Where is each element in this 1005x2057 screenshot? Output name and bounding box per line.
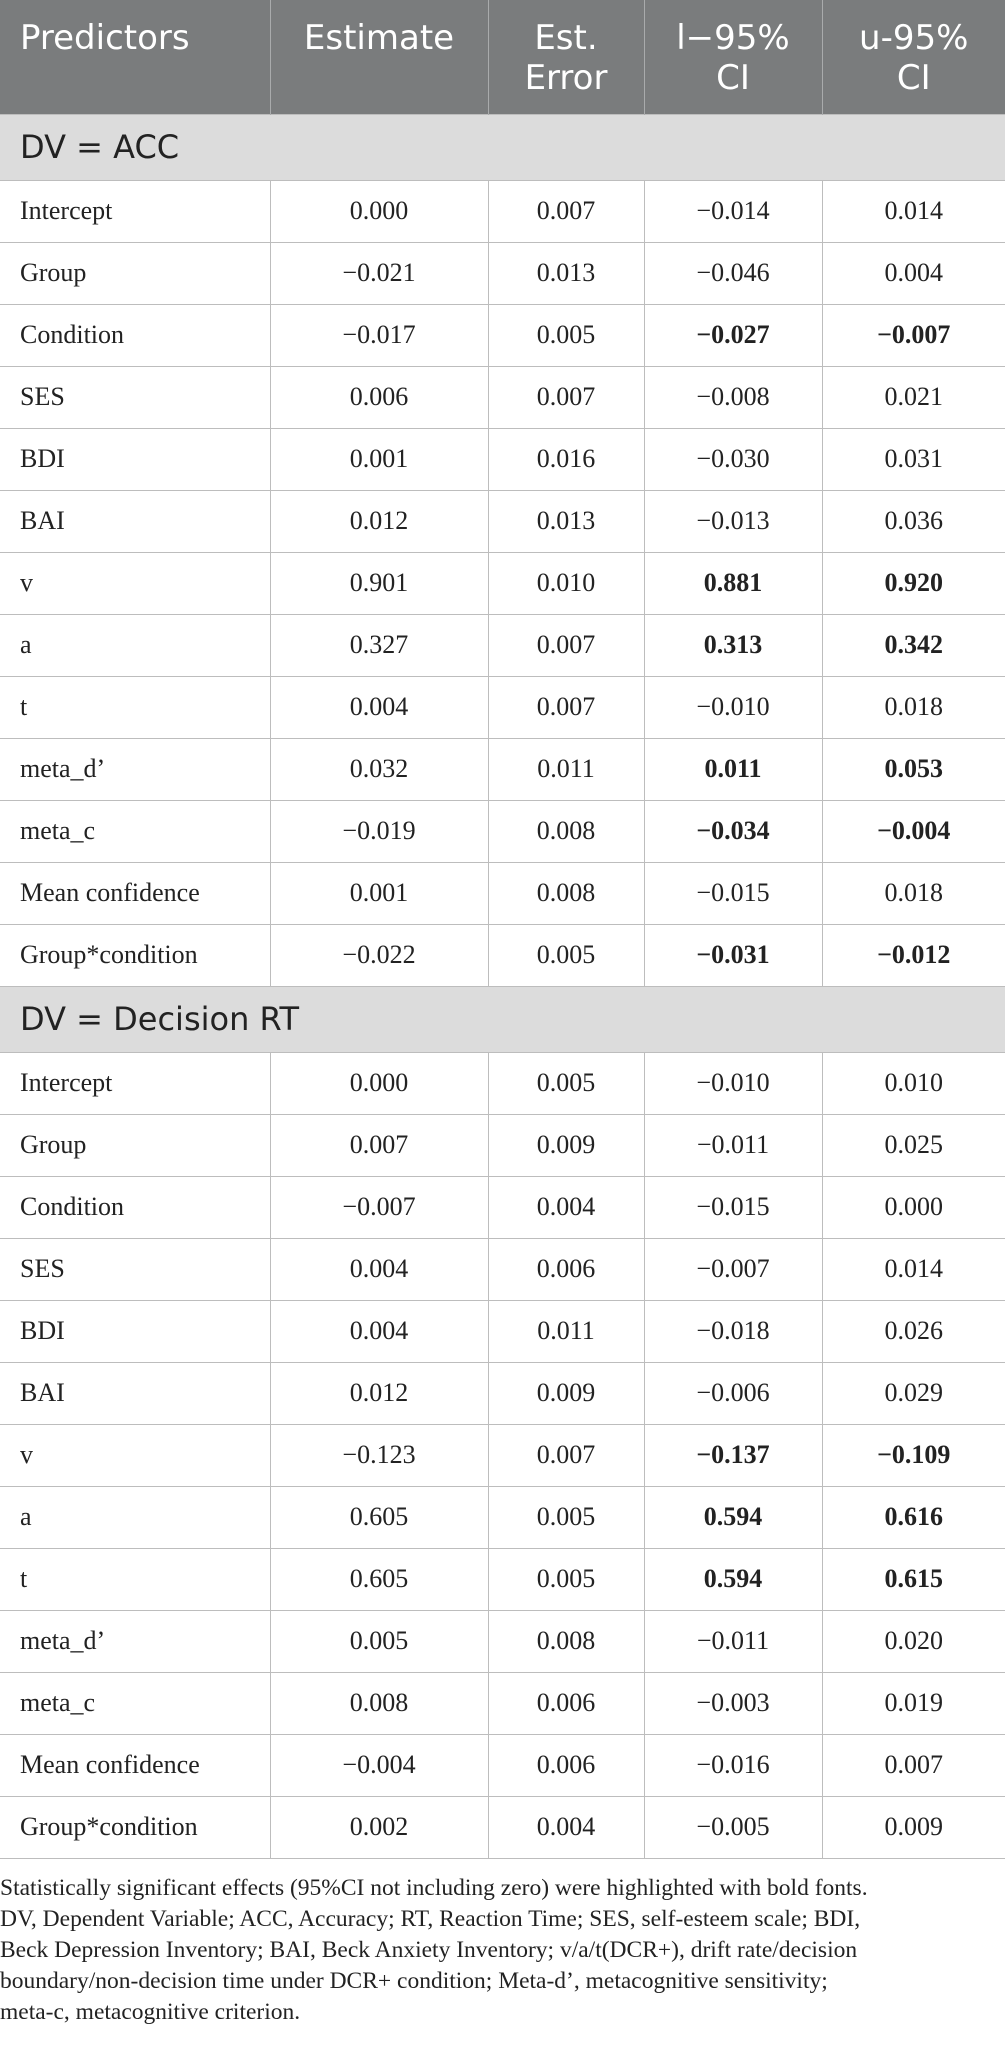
est-error-cell: 0.008 [488,1610,644,1672]
predictor-cell: SES [0,366,270,428]
predictor-cell: Condition [0,1176,270,1238]
estimate-cell: 0.004 [270,1238,488,1300]
predictor-cell: Group*condition [0,1796,270,1858]
est-error-cell: 0.006 [488,1734,644,1796]
predictor-cell: t [0,676,270,738]
predictor-cell: BAI [0,490,270,552]
est-error-cell: 0.008 [488,800,644,862]
upper-ci-cell: 0.026 [822,1300,1005,1362]
estimate-cell: −0.017 [270,304,488,366]
table-row [0,1486,1005,1548]
lower-ci-cell: −0.005 [644,1796,822,1858]
upper-ci-cell: 0.616 [822,1486,1005,1548]
estimate-cell: 0.901 [270,552,488,614]
table-row [0,738,1005,800]
estimate-cell: 0.327 [270,614,488,676]
est-error-cell: 0.005 [488,1548,644,1610]
lower-ci-cell: −0.030 [644,428,822,490]
lower-ci-cell: −0.016 [644,1734,822,1796]
estimate-cell: 0.007 [270,1114,488,1176]
estimate-cell: 0.005 [270,1610,488,1672]
predictor-cell: Group [0,1114,270,1176]
estimate-cell: 0.012 [270,490,488,552]
estimate-cell: 0.002 [270,1796,488,1858]
est-error-cell: 0.005 [488,304,644,366]
estimate-cell: 0.012 [270,1362,488,1424]
predictor-cell: a [0,614,270,676]
predictor-cell: v [0,1424,270,1486]
upper-ci-cell: 0.031 [822,428,1005,490]
upper-ci-cell: 0.342 [822,614,1005,676]
estimate-cell: 0.000 [270,1052,488,1114]
lower-ci-cell: −0.018 [644,1300,822,1362]
section-header-row [0,114,1005,180]
upper-ci-cell: 0.020 [822,1610,1005,1672]
est-error-cell: 0.007 [488,366,644,428]
lower-ci-cell: −0.011 [644,1114,822,1176]
table-row [0,1672,1005,1734]
lower-ci-cell: 0.594 [644,1548,822,1610]
table-row [0,552,1005,614]
upper-ci-cell: 0.053 [822,738,1005,800]
table-row [0,366,1005,428]
lower-ci-cell: −0.137 [644,1424,822,1486]
estimate-cell: −0.123 [270,1424,488,1486]
estimate-cell: −0.019 [270,800,488,862]
est-error-cell: 0.013 [488,490,644,552]
estimate-cell: 0.032 [270,738,488,800]
lower-ci-cell: −0.014 [644,180,822,242]
lower-ci-cell: 0.594 [644,1486,822,1548]
estimate-cell: 0.605 [270,1548,488,1610]
footnote-line: Statistically significant effects (95%CI not including zero) were highlighted with bold fonts. [0,1874,868,1901]
predictor-cell: Condition [0,304,270,366]
predictor-cell: meta_c [0,800,270,862]
predictor-cell: BDI [0,1300,270,1362]
predictor-cell: BDI [0,428,270,490]
est-error-cell: 0.005 [488,1486,644,1548]
table-row [0,1238,1005,1300]
table-row [0,1362,1005,1424]
estimate-cell: 0.001 [270,862,488,924]
predictor-cell: meta_d’ [0,1610,270,1672]
est-error-cell: 0.009 [488,1362,644,1424]
table-row [0,180,1005,242]
predictor-cell: SES [0,1238,270,1300]
table-header [0,0,1005,114]
estimate-cell: −0.007 [270,1176,488,1238]
predictor-cell: t [0,1548,270,1610]
table-row [0,1424,1005,1486]
lower-ci-cell: −0.046 [644,242,822,304]
table-row [0,1052,1005,1114]
upper-ci-cell: −0.004 [822,800,1005,862]
estimate-cell: 0.004 [270,676,488,738]
estimate-cell: 0.008 [270,1672,488,1734]
header-upper-ci: u-95% CI [822,0,1005,114]
est-error-cell: 0.010 [488,552,644,614]
table-row [0,1548,1005,1610]
lower-ci-cell: −0.008 [644,366,822,428]
lower-ci-cell: 0.313 [644,614,822,676]
table-row [0,614,1005,676]
est-error-cell: 0.006 [488,1672,644,1734]
upper-ci-cell: 0.029 [822,1362,1005,1424]
table-row [0,1796,1005,1858]
predictor-cell: BAI [0,1362,270,1424]
table-row [0,304,1005,366]
upper-ci-cell: 0.018 [822,676,1005,738]
upper-ci-cell: 0.000 [822,1176,1005,1238]
table-row [0,676,1005,738]
upper-ci-cell: 0.014 [822,180,1005,242]
upper-ci-cell: 0.036 [822,490,1005,552]
est-error-cell: 0.005 [488,1052,644,1114]
header-lower-ci: l−95% CI [644,0,822,114]
predictor-cell: Group*condition [0,924,270,986]
est-error-cell: 0.009 [488,1114,644,1176]
upper-ci-cell: 0.615 [822,1548,1005,1610]
est-error-cell: 0.016 [488,428,644,490]
table-row [0,242,1005,304]
upper-ci-cell: 0.025 [822,1114,1005,1176]
lower-ci-cell: −0.010 [644,1052,822,1114]
table-row [0,1300,1005,1362]
upper-ci-cell: 0.010 [822,1052,1005,1114]
predictor-cell: Group [0,242,270,304]
lower-ci-cell: −0.010 [644,676,822,738]
est-error-cell: 0.007 [488,1424,644,1486]
table-body [0,114,1005,1858]
lower-ci-cell: −0.003 [644,1672,822,1734]
header-estimate: Estimate [270,0,488,114]
predictor-cell: Intercept [0,180,270,242]
predictor-cell: Mean confidence [0,862,270,924]
upper-ci-cell: 0.007 [822,1734,1005,1796]
est-error-cell: 0.004 [488,1796,644,1858]
est-error-cell: 0.005 [488,924,644,986]
section-title: DV = Decision RT [0,986,1005,1052]
predictor-cell: v [0,552,270,614]
predictor-cell: Intercept [0,1052,270,1114]
lower-ci-cell: −0.011 [644,1610,822,1672]
estimate-cell: −0.004 [270,1734,488,1796]
footnote-line: meta-c, metacognitive criterion. [0,1998,301,2025]
upper-ci-cell: −0.012 [822,924,1005,986]
lower-ci-cell: −0.027 [644,304,822,366]
lower-ci-cell: −0.031 [644,924,822,986]
upper-ci-cell: 0.018 [822,862,1005,924]
est-error-cell: 0.007 [488,180,644,242]
table-row [0,1114,1005,1176]
est-error-cell: 0.007 [488,614,644,676]
footnote-line: Beck Depression Inventory; BAI, Beck Anxiety Inventory; v/a/t(DCR+), drift rate/decision [0,1936,858,1963]
header-row [0,0,1005,114]
table-row [0,428,1005,490]
lower-ci-cell: 0.881 [644,552,822,614]
upper-ci-cell: 0.019 [822,1672,1005,1734]
predictor-cell: a [0,1486,270,1548]
footnote-line: boundary/non-decision time under DCR+ condition; Meta-d’, metacognitive sensitivity; [0,1967,828,1994]
est-error-cell: 0.011 [488,738,644,800]
section-header-row [0,986,1005,1052]
lower-ci-cell: −0.013 [644,490,822,552]
upper-ci-cell: 0.009 [822,1796,1005,1858]
estimate-cell: −0.021 [270,242,488,304]
est-error-cell: 0.004 [488,1176,644,1238]
table-row [0,862,1005,924]
table-footnote [0,1859,1005,2028]
table-row [0,1734,1005,1796]
est-error-cell: 0.006 [488,1238,644,1300]
table-row [0,1610,1005,1672]
upper-ci-cell: −0.007 [822,304,1005,366]
predictor-cell: meta_c [0,1672,270,1734]
table-row [0,490,1005,552]
estimate-cell: 0.000 [270,180,488,242]
upper-ci-cell: 0.004 [822,242,1005,304]
lower-ci-cell: −0.034 [644,800,822,862]
lower-ci-cell: −0.007 [644,1238,822,1300]
header-predictors: Predictors [0,0,270,114]
table-row [0,924,1005,986]
header-est-error: Est. Error [488,0,644,114]
table-row [0,800,1005,862]
estimate-cell: 0.006 [270,366,488,428]
section-title: DV = ACC [0,114,1005,180]
lower-ci-cell: −0.006 [644,1362,822,1424]
lower-ci-cell: −0.015 [644,862,822,924]
predictor-cell: meta_d’ [0,738,270,800]
table-row [0,1176,1005,1238]
est-error-cell: 0.013 [488,242,644,304]
est-error-cell: 0.007 [488,676,644,738]
est-error-cell: 0.011 [488,1300,644,1362]
est-error-cell: 0.008 [488,862,644,924]
lower-ci-cell: 0.011 [644,738,822,800]
predictor-cell: Mean confidence [0,1734,270,1796]
upper-ci-cell: 0.920 [822,552,1005,614]
upper-ci-cell: 0.021 [822,366,1005,428]
lower-ci-cell: −0.015 [644,1176,822,1238]
estimate-cell: 0.004 [270,1300,488,1362]
upper-ci-cell: −0.109 [822,1424,1005,1486]
estimate-cell: −0.022 [270,924,488,986]
estimate-cell: 0.001 [270,428,488,490]
footnote-line: DV, Dependent Variable; ACC, Accuracy; RT, Reaction Time; SES, self-esteem scale; BDI, [0,1905,861,1932]
upper-ci-cell: 0.014 [822,1238,1005,1300]
estimate-cell: 0.605 [270,1486,488,1548]
